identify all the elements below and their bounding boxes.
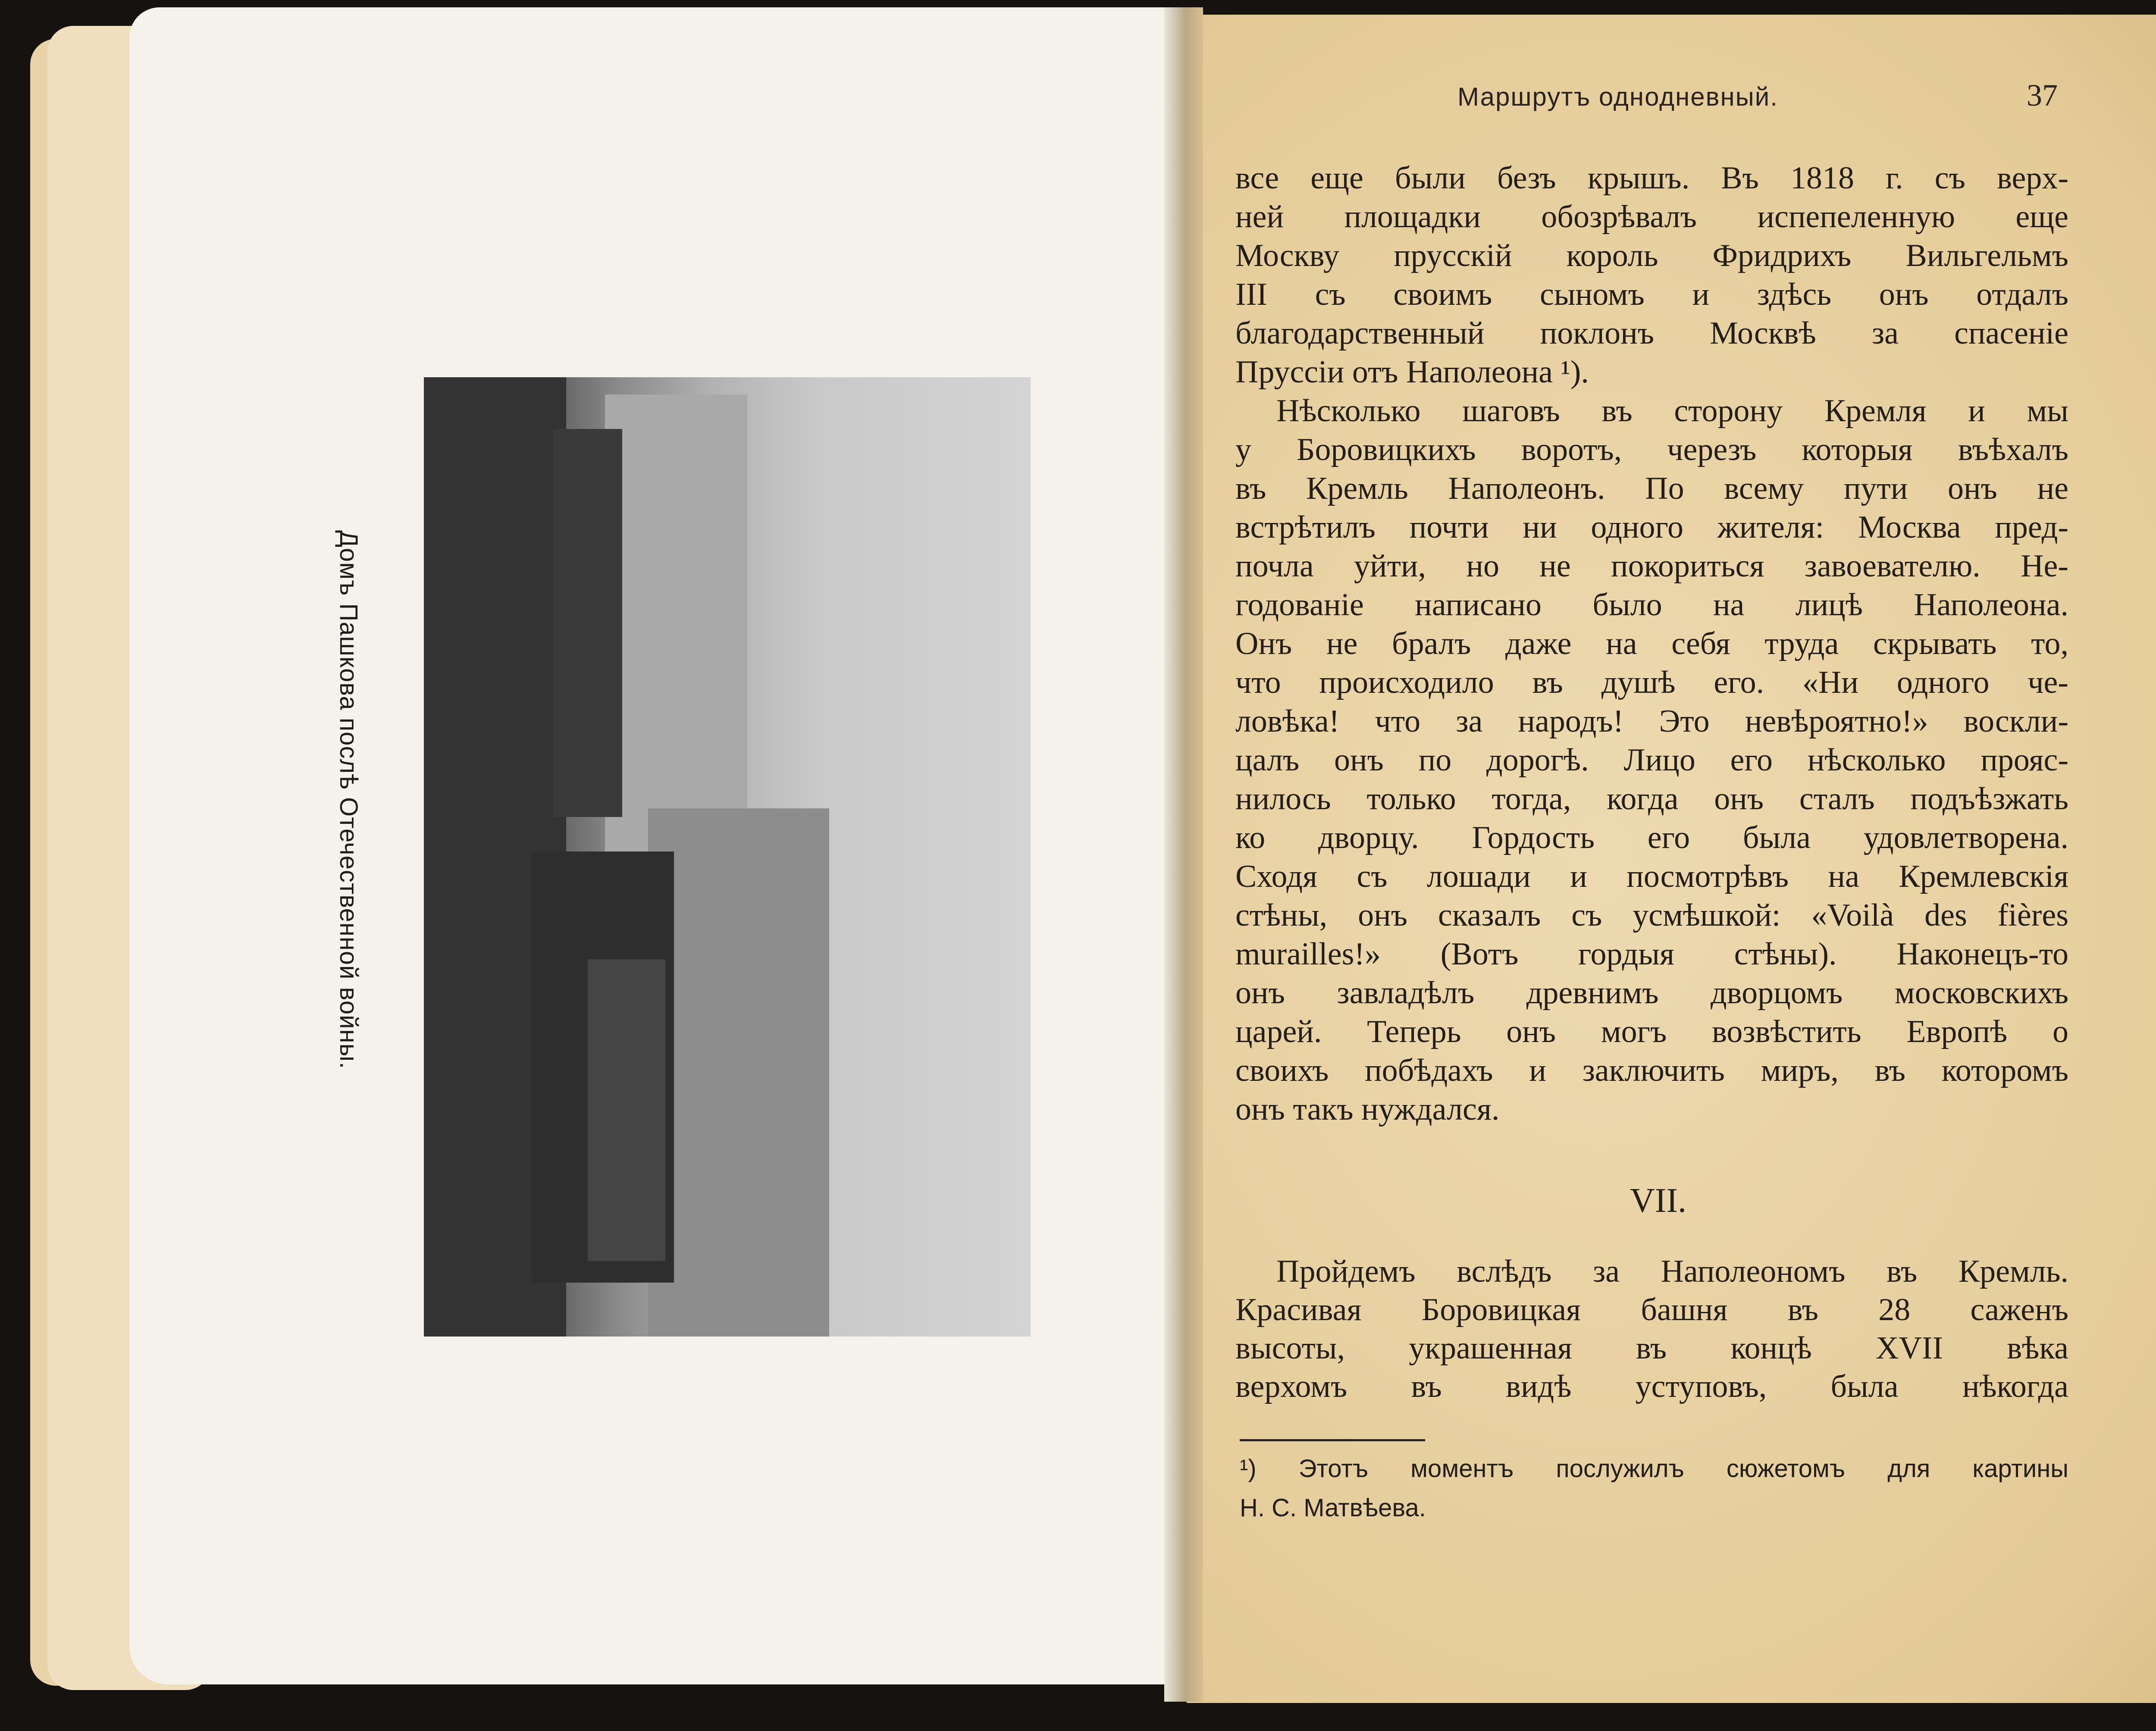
text-line: ко дворцу. Гордость его была удовлетворена. <box>1235 820 2068 855</box>
text-line: своихъ побѣдахъ и заключить миръ, въ которомъ <box>1235 1053 2068 1088</box>
cathedral-silhouette <box>648 808 829 1337</box>
text-line: почла уйти, но не покориться завоевателю. Не- <box>1235 548 2068 584</box>
illustration-caption: Домъ Пашкова послѣ Отечественной войны. <box>335 530 363 1070</box>
text-line: въ Кремль Наполеонъ. По всему пути онъ не <box>1235 471 2068 506</box>
text-line: Красивая Боровицкая башня въ 28 саженъ <box>1235 1292 2068 1327</box>
text-line: царей. Теперь онъ могъ возвѣстить Европѣ о <box>1235 1014 2068 1049</box>
text-line: нилось только тогда, когда онъ сталъ подъѣзжать <box>1235 781 2068 817</box>
text-line: верхомъ въ видѣ уступовъ, была нѣкогда <box>1235 1369 2068 1404</box>
text-line: Пройдемъ вслѣдъ за Наполеономъ въ Кремль. <box>1276 1254 2068 1289</box>
text-line: III съ своимъ сыномъ и здѣсь онъ отдалъ <box>1235 277 2068 312</box>
footnote-line: ¹) Этотъ моментъ послужилъ сюжетомъ для картины <box>1240 1455 2068 1483</box>
text-line: murailles!» (Вотъ гордыя стѣны). Наконецъ-то <box>1235 936 2068 972</box>
text-line: встрѣтилъ почти ни одного жителя: Москва пред- <box>1235 510 2068 545</box>
text-line: онъ такъ нуждался. <box>1235 1092 1500 1127</box>
text-line: ловѣка! что за народъ! Это невѣроятно!» воскли- <box>1235 704 2068 739</box>
text-line: Москву прусскій король Фридрихъ Вильгельмъ <box>1235 238 2068 273</box>
text-line: стѣны, онъ сказалъ съ усмѣшкой: «Voilà des fières <box>1235 898 2068 933</box>
book-gutter <box>1164 7 1203 1702</box>
text-line: Пруссіи отъ Наполеона ¹). <box>1235 354 1589 390</box>
text-line: благодарственный поклонъ Москвѣ за спасеніе <box>1235 316 2068 351</box>
tower-silhouette <box>605 394 747 869</box>
text-line: онъ завладѣлъ древнимъ дворцомъ московскихъ <box>1235 975 2068 1011</box>
running-head: Маршрутъ однодневный. <box>1457 82 1778 111</box>
text-line: годованіе написано было на лицѣ Наполеона. <box>1235 587 2068 623</box>
illustration-pashkov-house <box>424 377 1031 1337</box>
text-line: Нѣсколько шаговъ въ сторону Кремля и мы <box>1276 393 2068 429</box>
text-line: Сходя съ лошади и посмотрѣвъ на Кремлевскія <box>1235 859 2068 894</box>
section-numeral: VII. <box>1630 1182 1687 1220</box>
building-wing <box>553 429 622 817</box>
text-line: что происходило въ душѣ его. «Ни одного че- <box>1235 665 2068 700</box>
text-line: ней площадки обозрѣвалъ испепеленную еще <box>1235 199 2068 235</box>
text-line: у Боровицкихъ воротъ, черезъ которыя въѣхалъ <box>1235 432 2068 467</box>
footnote-rule <box>1240 1439 1425 1441</box>
page-number: 37 <box>2027 78 2058 113</box>
text-line: высоты, украшенная въ концѣ XVII вѣка <box>1235 1330 2068 1366</box>
text-line: Онъ не бралъ даже на себя труда скрывать то, <box>1235 626 2068 661</box>
footnote-line: Н. С. Матвѣева. <box>1240 1494 1426 1522</box>
building-facade <box>588 959 665 1261</box>
text-line: цалъ онъ по дорогѣ. Лицо его нѣсколько прояс- <box>1235 742 2068 778</box>
text-line: все еще были безъ крышъ. Въ 1818 г. съ верх- <box>1235 160 2068 196</box>
